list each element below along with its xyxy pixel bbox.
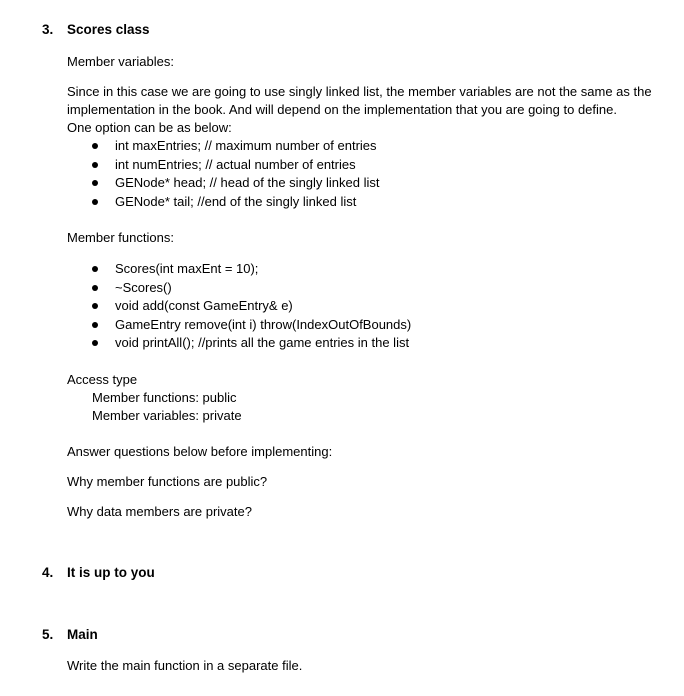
list-item: GameEntry remove(int i) throw(IndexOutOfBounds)	[115, 317, 412, 332]
section-4-title: It is up to you	[67, 565, 155, 580]
section-3-title: Scores class	[67, 22, 150, 37]
bullet-icon	[92, 199, 98, 205]
list-item: int maxEntries; // maximum number of entries	[115, 138, 377, 153]
list-item: void add(const GameEntry& e)	[115, 298, 293, 313]
bullet-icon	[92, 340, 98, 346]
section-5-title: Main	[67, 627, 98, 642]
bullet-icon	[92, 180, 98, 186]
bullet-icon	[92, 143, 98, 149]
intro-paragraph: Since in this case we are going to use singly linked list, the member variables are not the same as the implementation in the book. And will depend on the implementation that you are going to define.	[67, 84, 652, 117]
section-4-number: 4.	[42, 565, 54, 580]
bullet-icon	[92, 162, 98, 168]
list-item: GENode* tail; //end of the singly linked list	[115, 194, 357, 209]
list-item: ~Scores()	[115, 280, 172, 295]
access-type-label: Access type	[67, 372, 138, 387]
list-item: void printAll(); //prints all the game entries in the list	[115, 335, 410, 350]
section-5-number: 5.	[42, 627, 54, 642]
section-3-number: 3.	[42, 22, 54, 37]
bullet-icon	[92, 303, 98, 309]
section-5-body: Write the main function in a separate file.	[67, 658, 303, 673]
bullet-icon	[92, 322, 98, 328]
member-functions-label: Member functions:	[67, 230, 174, 245]
questions-intro: Answer questions below before implementing:	[67, 444, 333, 459]
list-item: int numEntries; // actual number of entries	[115, 157, 356, 172]
bullet-icon	[92, 285, 98, 291]
bullet-icon	[92, 266, 98, 272]
access-functions: Member functions: public	[92, 390, 237, 405]
option-line: One option can be as below:	[67, 120, 232, 135]
list-item: Scores(int maxEnt = 10);	[115, 261, 259, 276]
access-variables: Member variables: private	[92, 408, 242, 423]
question-2: Why data members are private?	[67, 504, 252, 519]
member-variables-label: Member variables:	[67, 54, 174, 69]
list-item: GENode* head; // head of the singly linked list	[115, 175, 380, 190]
question-1: Why member functions are public?	[67, 474, 268, 489]
